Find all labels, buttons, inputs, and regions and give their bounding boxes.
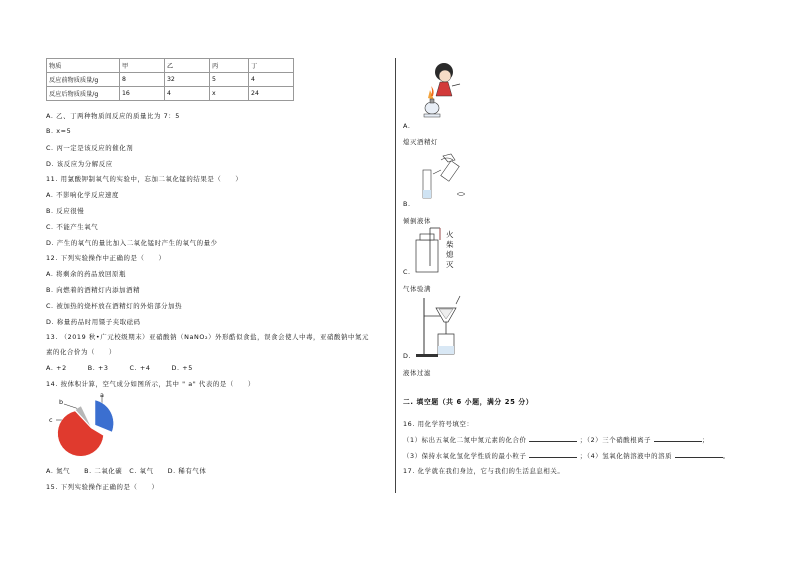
table-cell: 乙 — [164, 59, 209, 73]
q11-option-d: D. 产生的氧气的量比加入二氧化锰时产生的氧气的量少 — [46, 239, 218, 247]
table-cell: 丙 — [209, 59, 248, 73]
air-composition-pie — [44, 390, 124, 460]
q16-answer-blank-4[interactable] — [675, 451, 723, 458]
q16-part-4-text: ；（4）氢氧化钠溶液中的溶质 — [579, 452, 673, 460]
q10-option-b: B. x=5 — [46, 127, 72, 135]
table-cell: 24 — [249, 87, 294, 101]
q12-option-c: C. 被加热的烧杯放在酒精灯的外焰部分加热 — [46, 302, 183, 310]
q16-answer-blank-3[interactable] — [529, 451, 577, 458]
left-column — [46, 58, 386, 101]
q14-stem: 14. 按体积计算，空气成分如图所示，其中 " a" 代表的是（ ） — [46, 380, 255, 388]
section-title-fill-in: 二. 填空题（共 6 小题，满分 25 分） — [403, 398, 534, 406]
q15-option-c-caption: 气体验满 — [403, 285, 431, 293]
q16-part-1-text: （1）标出五氧化二氮中氮元素的化合价 — [403, 436, 527, 444]
q16-answer-blank-2[interactable] — [654, 435, 702, 442]
q15-option-a-caption: 熄灭酒精灯 — [403, 138, 438, 146]
table-cell: 32 — [164, 73, 209, 87]
table-cell: x — [209, 87, 248, 101]
pie-slice-blue — [95, 400, 114, 432]
q11-option-b: B. 反应很慢 — [46, 207, 85, 215]
q10-option-d: D. 该反应为分解反应 — [46, 160, 113, 168]
q10-option-a: A. 乙、丁两种物质间反应的质量比为 7：5 — [46, 112, 180, 120]
extinguish-lamp-illustration — [418, 60, 468, 122]
q16-answer-blank-1[interactable] — [529, 435, 577, 442]
q16-stem: 16. 用化学符号填空： — [403, 420, 474, 428]
q15-option-c-letter: C. — [403, 268, 411, 276]
q15-option-a-letter: A. — [403, 122, 411, 130]
q11-option-a: A. 不影响化学反应速度 — [46, 191, 120, 199]
pie-label-a: a — [100, 391, 105, 399]
table-cell: 丁 — [249, 59, 294, 73]
q12-option-d: D. 称量药品时用镊子夹取砝码 — [46, 318, 141, 326]
filtration-illustration — [412, 294, 472, 359]
pour-liquid-illustration — [415, 150, 475, 205]
table-cell: 5 — [209, 73, 248, 87]
q13-stem-line2: 素的化合价为（ ） — [46, 348, 116, 356]
table-cell: 反应后物质质量/g — [47, 87, 120, 101]
q15-option-b-caption: 倾倒液体 — [403, 217, 431, 225]
q14-options: A. 氮气 B. 二氧化碳 C. 氧气 D. 稀有气体 — [46, 467, 207, 475]
q17-stem: 17. 化学就在我们身边，它与我们的生活息息相关。 — [403, 467, 565, 475]
table-cell: 4 — [164, 87, 209, 101]
q15-option-d-letter: D. — [403, 352, 412, 360]
gas-full-test-illustration — [410, 226, 450, 276]
q10-option-c: C. 丙一定是该反应的催化剂 — [46, 144, 134, 152]
q16-part-1: （1）标出五氧化二氮中氮元素的化合价 ；（2）三个硝酸根离子 ； — [403, 436, 709, 444]
q16-part-2-text: ；（2）三个硝酸根离子 — [579, 436, 652, 444]
column-divider — [395, 58, 396, 493]
q15-option-b-letter: B. — [403, 200, 411, 208]
q13-options: A. +2 B. +3 C. +4 D. +5 — [46, 364, 193, 372]
table-cell: 4 — [249, 73, 294, 87]
match-extinguished-label: 火柴熄灭 — [446, 230, 455, 269]
table-cell: 8 — [120, 73, 165, 87]
table-cell: 甲 — [120, 59, 165, 73]
mass-table — [46, 58, 294, 101]
table-cell: 16 — [120, 87, 165, 101]
q16-part-3-text: （3）保持水氧化氢化学性质的最小粒子 — [403, 452, 527, 460]
table-cell: 物质 — [47, 59, 120, 73]
q15-stem: 15. 下列实验操作正确的是（ ） — [46, 483, 159, 491]
q12-stem: 12. 下列实验操作中正确的是（ ） — [46, 254, 166, 262]
pie-label-c: c — [49, 416, 54, 424]
q12-option-a: A. 将剩余的药品放回原瓶 — [46, 270, 127, 278]
table-row — [47, 87, 294, 101]
table-cell: 反应前物质质量/g — [47, 73, 120, 87]
q11-stem: 11. 用氯酸钾制氧气的实验中，忘加二氧化锰的结果是（ ） — [46, 175, 243, 183]
q15-option-d-caption: 液体过滤 — [403, 369, 431, 377]
pie-label-b: b — [59, 398, 64, 406]
table-header-row — [47, 59, 294, 73]
table-row — [47, 73, 294, 87]
q12-option-b: B. 向燃着的酒精灯内添加酒精 — [46, 286, 141, 294]
q11-option-c: C. 不能产生氧气 — [46, 223, 99, 231]
q16-part-3: （3）保持水氧化氢化学性质的最小粒子 ；（4）氢氧化钠溶液中的溶质 。 — [403, 452, 730, 460]
q13-stem-line1: 13. （2019 秋•广元校级期末）亚硝酸钠（NaNO₂）外形酷似食盐，误食会使人中毒，亚硝酸钠中氮元 — [46, 333, 369, 341]
